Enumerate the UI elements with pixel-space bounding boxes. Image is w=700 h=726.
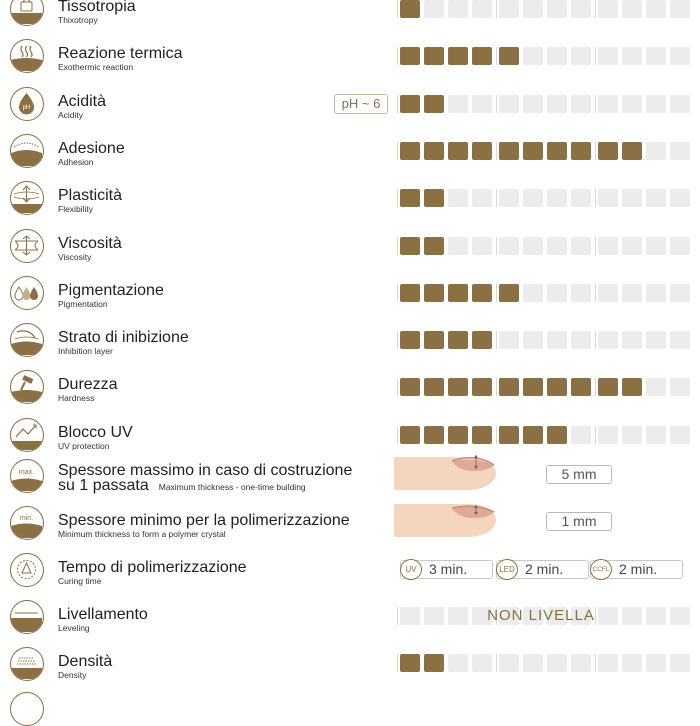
next-property-icon: [10, 692, 44, 726]
scale-segment-filled: [622, 142, 642, 160]
hardness-scale: [396, 378, 686, 400]
scale-separator: [595, 654, 596, 672]
scale-segment-empty: [571, 331, 591, 349]
scale-segment-empty: [670, 95, 690, 113]
scale-segment-empty: [523, 0, 543, 18]
scale-segment-empty: [598, 0, 618, 18]
scale-segment-filled: [424, 284, 444, 302]
scale-segment-empty: [670, 331, 690, 349]
scale-separator: [496, 426, 497, 444]
scale-segment-empty: [670, 142, 690, 160]
thixotropy-subtitle: Thixotropy: [58, 15, 98, 25]
scale-segment-filled: [472, 426, 492, 444]
adhesion-icon: [10, 134, 44, 168]
scale-segment-empty: [598, 426, 618, 444]
scale-segment-empty: [547, 0, 567, 18]
scale-segment-empty: [598, 95, 618, 113]
finger-nail-illustration-min: [394, 504, 504, 542]
scale-segment-empty: [571, 189, 591, 207]
scale-segment-empty: [472, 189, 492, 207]
acidity-subtitle: Acidity: [58, 109, 84, 120]
scale-segment-empty: [646, 331, 666, 349]
exothermic-scale: [396, 47, 686, 69]
scale-separator: [397, 331, 398, 349]
scale-segment-empty: [448, 654, 468, 672]
scale-segment-empty: [547, 47, 567, 65]
scale-segment-filled: [499, 47, 519, 65]
max-thickness-value: 5 mm: [546, 465, 612, 484]
scale-separator: [397, 0, 398, 18]
hardness-row: [0, 368, 700, 415]
scale-segment-filled: [472, 142, 492, 160]
scale-segment-filled: [400, 142, 420, 160]
scale-segment-filled: [400, 426, 420, 444]
scale-segment-filled: [499, 142, 519, 160]
scale-segment-empty: [571, 654, 591, 672]
scale-segment-empty: [670, 189, 690, 207]
scale-segment-empty: [571, 0, 591, 18]
scale-segment-empty: [472, 0, 492, 18]
scale-segment-empty: [571, 284, 591, 302]
scale-segment-empty: [571, 237, 591, 255]
scale-separator: [397, 426, 398, 444]
scale-segment-empty: [547, 189, 567, 207]
scale-separator: [595, 331, 596, 349]
inhibition-title: Strato di inibizione: [58, 329, 189, 347]
scale-segment-empty: [499, 654, 519, 672]
scale-segment-filled: [472, 284, 492, 302]
scale-segment-empty: [571, 95, 591, 113]
inhibition-layer-icon: [10, 323, 44, 357]
scale-segment-empty: [523, 47, 543, 65]
scale-separator: [595, 284, 596, 302]
scale-separator: [595, 142, 596, 160]
thixotropy-row: [0, 0, 700, 37]
scale-segment-filled: [499, 284, 519, 302]
scale-segment-empty: [598, 189, 618, 207]
max-thickness-subtitle: Maximum thickness - one-time building: [158, 482, 306, 492]
svg-text:pH: pH: [22, 104, 31, 111]
scale-segment-empty: [523, 237, 543, 255]
scale-segment-empty: [622, 237, 642, 255]
scale-segment-empty: [646, 142, 666, 160]
scale-separator: [595, 237, 596, 255]
scale-segment-empty: [424, 0, 444, 18]
scale-segment-empty: [646, 189, 666, 207]
density-icon: [10, 647, 44, 681]
hardness-subtitle: Hardness: [58, 393, 95, 404]
scale-segment-empty: [622, 95, 642, 113]
min-thickness-row: [0, 504, 700, 551]
hammer-icon: [10, 370, 44, 404]
adhesion-subtitle: Adhesion: [58, 156, 94, 167]
scale-segment-filled: [472, 378, 492, 396]
max-thickness-row: [0, 457, 700, 504]
scale-segment-filled: [448, 426, 468, 444]
scale-segment-empty: [622, 189, 642, 207]
scale-segment-empty: [523, 95, 543, 113]
cure-led: [496, 560, 589, 579]
scale-segment-empty: [523, 331, 543, 349]
scale-segment-empty: [622, 47, 642, 65]
acidity-scale: [396, 95, 686, 117]
hardness-title: Durezza: [58, 376, 118, 394]
scale-segment-empty: [646, 237, 666, 255]
scale-segment-empty: [472, 237, 492, 255]
scale-segment-empty: [646, 284, 666, 302]
leveling-title: Livellamento: [58, 606, 148, 623]
scale-segment-empty: [448, 95, 468, 113]
scale-segment-empty: [598, 284, 618, 302]
scale-segment-filled: [523, 378, 543, 396]
leveling-subtitle: Leveling: [58, 623, 90, 633]
cure-uv-value: 3 min.: [429, 561, 468, 577]
scale-separator: [496, 142, 497, 160]
scale-segment-empty: [670, 47, 690, 65]
inhibition-scale: [396, 331, 686, 353]
scale-segment-filled: [499, 378, 519, 396]
scale-segment-filled: [424, 95, 444, 113]
scale-segment-empty: [598, 654, 618, 672]
heat-waves-icon: [10, 39, 44, 73]
scale-segment-empty: [646, 47, 666, 65]
scale-separator: [595, 189, 596, 207]
thixotropy-scale: [396, 0, 686, 22]
uv-subtitle: UV protection: [58, 440, 110, 451]
pigmentation-row: [0, 274, 700, 321]
curing-time-row: [0, 551, 700, 598]
scale-segment-filled: [547, 142, 567, 160]
leveling-row: [0, 598, 700, 645]
scale-segment-filled: [400, 284, 420, 302]
scale-segment-filled: [400, 95, 420, 113]
thixotropy-title: Tissotropia: [58, 0, 136, 15]
uv-row: [0, 416, 700, 463]
lamp-icon: [10, 553, 44, 587]
scale-segment-filled: [523, 426, 543, 444]
viscosity-title: Viscosità: [58, 234, 122, 252]
scale-segment-empty: [622, 654, 642, 672]
pigmentation-title: Pigmentazione: [58, 281, 164, 299]
scale-segment-empty: [571, 47, 591, 65]
scale-separator: [397, 142, 398, 160]
scale-segment-empty: [499, 189, 519, 207]
min-icon-label: min.: [19, 515, 34, 522]
scale-segment-filled: [400, 331, 420, 349]
scale-segment-empty: [523, 654, 543, 672]
viscosity-subtitle: Viscosity: [58, 251, 92, 262]
scale-segment-empty: [622, 0, 642, 18]
thixotropy-icon: [10, 0, 44, 26]
scale-segment-empty: [598, 47, 618, 65]
led-tag: LED: [496, 559, 518, 580]
viscosity-row: [0, 227, 700, 274]
scale-separator: [595, 378, 596, 396]
scale-segment-filled: [424, 378, 444, 396]
scale-segment-filled: [424, 426, 444, 444]
scale-segment-empty: [499, 95, 519, 113]
scale-segment-filled: [547, 378, 567, 396]
scale-segment-empty: [598, 237, 618, 255]
scale-segment-empty: [646, 95, 666, 113]
scale-segment-filled: [523, 142, 543, 160]
scale-segment-filled: [424, 142, 444, 160]
density-title: Densità: [58, 653, 113, 670]
scale-segment-filled: [598, 142, 618, 160]
scale-segment-filled: [622, 378, 642, 396]
scale-segment-filled: [424, 331, 444, 349]
scale-segment-filled: [448, 142, 468, 160]
scale-segment-empty: [670, 237, 690, 255]
curing-time-title: Tempo di polimerizzazione: [58, 559, 247, 576]
scale-segment-empty: [472, 95, 492, 113]
scale-segment-filled: [400, 47, 420, 65]
scale-separator: [496, 331, 497, 349]
scale-segment-filled: [424, 654, 444, 672]
cure-uv: [400, 560, 493, 579]
scale-segment-empty: [547, 654, 567, 672]
inhibition-row: [0, 321, 700, 368]
cure-ccfl-value: 2 min.: [619, 561, 658, 577]
scale-separator: [595, 426, 596, 444]
min-thickness-value: 1 mm: [546, 512, 612, 531]
scale-segment-empty: [523, 189, 543, 207]
scale-separator: [595, 95, 596, 113]
acidity-title: Acidità: [58, 92, 107, 110]
ccfl-tag: CCFL: [590, 559, 612, 580]
scale-segment-empty: [547, 237, 567, 255]
scale-segment-filled: [499, 426, 519, 444]
scale-segment-empty: [499, 331, 519, 349]
scale-segment-empty: [622, 284, 642, 302]
viscosity-icon: [10, 229, 44, 263]
scale-segment-empty: [646, 426, 666, 444]
scale-segment-empty: [670, 284, 690, 302]
scale-segment-empty: [547, 95, 567, 113]
scale-separator: [496, 0, 497, 18]
scale-segment-empty: [670, 426, 690, 444]
adhesion-title: Adesione: [58, 139, 125, 157]
scale-segment-filled: [472, 47, 492, 65]
scale-segment-filled: [472, 331, 492, 349]
finger-nail-illustration: [394, 455, 504, 493]
exothermic-subtitle: Exothermic reaction: [58, 62, 134, 73]
uv-tag: UV: [400, 559, 422, 580]
uv-shield-icon: [10, 418, 44, 452]
flexibility-title: Plasticità: [58, 187, 123, 205]
min-thickness-subtitle: Minimum thickness to form a polymer crystal: [58, 529, 226, 539]
scale-segment-empty: [670, 0, 690, 18]
adhesion-scale: [396, 142, 686, 164]
scale-separator: [595, 47, 596, 65]
scale-separator: [397, 47, 398, 65]
scale-segment-filled: [400, 237, 420, 255]
density-scale: [396, 654, 686, 676]
viscosity-scale: [396, 237, 686, 259]
scale-segment-filled: [400, 654, 420, 672]
inhibition-subtitle: Inhibition layer: [58, 346, 113, 357]
scale-separator: [496, 378, 497, 396]
max-thickness-icon: [10, 459, 44, 493]
scale-segment-empty: [523, 284, 543, 302]
scale-segment-empty: [499, 237, 519, 255]
max-thickness-title-2: [58, 477, 306, 496]
scale-segment-filled: [448, 284, 468, 302]
density-subtitle: Density: [58, 670, 87, 680]
scale-segment-empty: [571, 426, 591, 444]
scale-segment-filled: [448, 47, 468, 65]
acidity-row: [0, 85, 700, 132]
flexibility-subtitle: Flexibility: [58, 204, 93, 215]
scale-separator: [397, 95, 398, 113]
curing-time-subtitle: Curing time: [58, 576, 102, 586]
scale-segment-filled: [448, 378, 468, 396]
scale-segment-empty: [646, 0, 666, 18]
scale-separator: [397, 654, 398, 672]
uv-title: Blocco UV: [58, 423, 133, 441]
scale-separator: [496, 284, 497, 302]
scale-segment-filled: [448, 331, 468, 349]
scale-segment-empty: [472, 654, 492, 672]
scale-segment-empty: [448, 237, 468, 255]
scale-segment-filled: [598, 378, 618, 396]
scale-segment-empty: [448, 0, 468, 18]
max-thickness-title: Spessore massimo in caso di costruzione: [58, 462, 353, 479]
pigmentation-scale: [396, 284, 686, 306]
max-thickness-title-line2: su 1 passata: [58, 477, 149, 494]
leveling-icon: [10, 600, 44, 634]
leveling-value: NON LIVELLA: [487, 607, 595, 624]
scale-separator: [397, 378, 398, 396]
scale-segment-empty: [547, 331, 567, 349]
flexibility-row: [0, 179, 700, 226]
exothermic-row: [0, 37, 700, 84]
scale-segment-empty: [646, 378, 666, 396]
scale-separator: [496, 237, 497, 255]
scale-segment-filled: [400, 378, 420, 396]
flexibility-scale: [396, 189, 686, 211]
scale-segment-filled: [571, 378, 591, 396]
scale-segment-filled: [424, 237, 444, 255]
pigment-drops-icon: [10, 276, 44, 310]
scale-separator: [496, 189, 497, 207]
scale-segment-filled: [571, 142, 591, 160]
scale-segment-empty: [670, 378, 690, 396]
scale-segment-empty: [622, 331, 642, 349]
max-icon-label: max.: [18, 469, 35, 476]
adhesion-row: [0, 132, 700, 179]
scale-segment-empty: [547, 284, 567, 302]
scale-separator: [496, 654, 497, 672]
density-row: [0, 645, 700, 692]
exothermic-title: Reazione termica: [58, 45, 183, 63]
scale-segment-empty: [670, 654, 690, 672]
cure-ccfl: [590, 560, 683, 579]
scale-segment-filled: [547, 426, 567, 444]
scale-separator: [496, 95, 497, 113]
pigmentation-subtitle: Pigmentation: [58, 298, 108, 309]
ph-drop-icon: [10, 87, 44, 121]
min-thickness-title: Spessore minimo per la polimerizzazione: [58, 512, 350, 529]
min-thickness-icon: [10, 506, 44, 540]
scale-separator: [595, 0, 596, 18]
scale-segment-filled: [424, 189, 444, 207]
flex-arrows-icon: [10, 181, 44, 215]
scale-segment-empty: [499, 0, 519, 18]
scale-segment-empty: [622, 426, 642, 444]
scale-segment-empty: [598, 331, 618, 349]
cure-led-value: 2 min.: [525, 561, 564, 577]
uv-scale: [396, 426, 686, 448]
scale-segment-empty: [646, 654, 666, 672]
scale-separator: [397, 237, 398, 255]
scale-segment-filled: [424, 47, 444, 65]
scale-segment-filled: [400, 0, 420, 18]
scale-separator: [496, 47, 497, 65]
scale-segment-empty: [448, 189, 468, 207]
scale-separator: [397, 284, 398, 302]
scale-separator: [397, 189, 398, 207]
ph-value-badge: pH ~ 6: [334, 94, 388, 114]
scale-segment-filled: [400, 189, 420, 207]
